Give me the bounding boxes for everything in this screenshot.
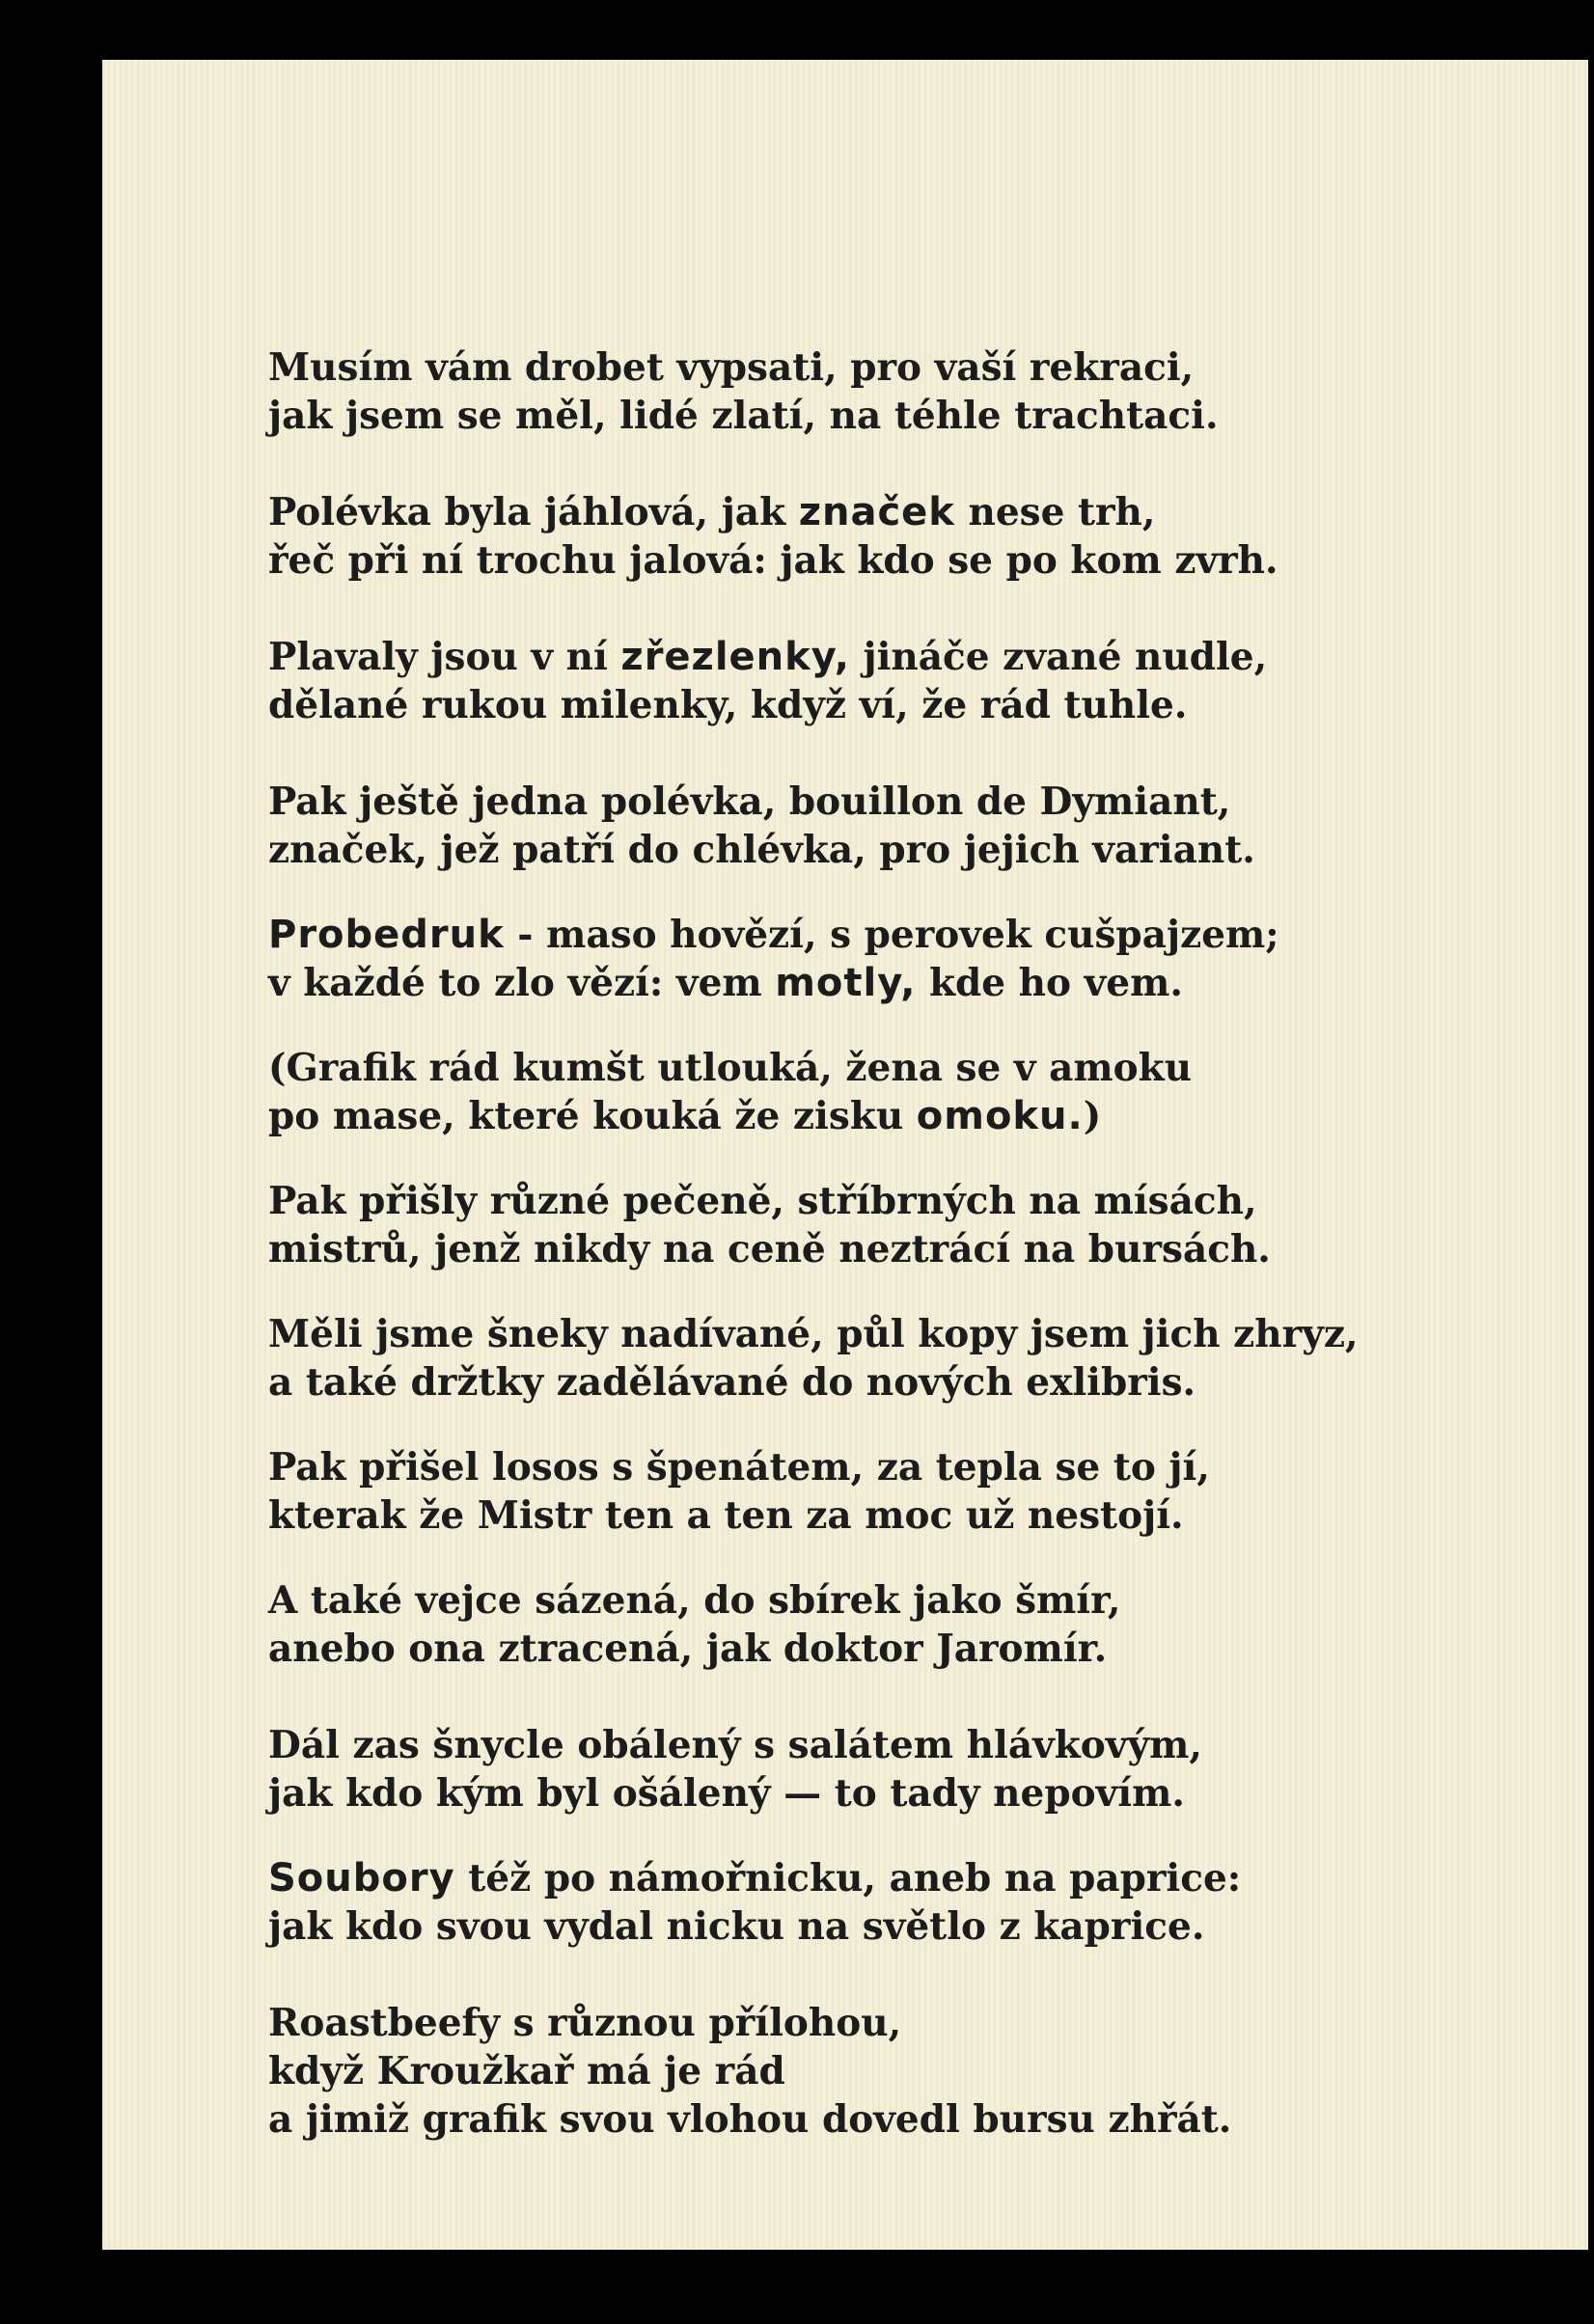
poem-text: jináče zvané nudle, bbox=[849, 635, 1268, 679]
poem-line: (Grafik rád kumšt utlouká, žena se v amoku bbox=[268, 1046, 1193, 1090]
decorative-word: značek bbox=[798, 490, 955, 534]
stanza bbox=[268, 1721, 1542, 1818]
poem-line bbox=[268, 488, 1542, 536]
poem-text: - maso hovězí, s perovek cušpajzem; bbox=[504, 913, 1279, 957]
stanza bbox=[268, 1310, 1542, 1407]
poem-line: Pak přišly různé pečeně, stříbrných na mísách, bbox=[268, 1179, 1257, 1223]
poem-line: Roastbeefy s různou přílohou, bbox=[268, 2001, 902, 2045]
page-sheet bbox=[102, 60, 1588, 2250]
stanza bbox=[268, 1177, 1542, 1273]
poem-line: mistrů, jenž nikdy na ceně neztrácí na bursách. bbox=[268, 1227, 1271, 1271]
stanza bbox=[268, 1443, 1542, 1540]
poem-line: jak kdo svou vydal nicku na světlo z kaprice. bbox=[268, 1904, 1205, 1949]
decorative-word: omoku. bbox=[916, 1094, 1084, 1138]
poem-line: Pak ještě jedna polévka, bouillon de Dymiant, bbox=[268, 779, 1231, 824]
poem-text: po mase, které kouká že zisku bbox=[268, 1094, 917, 1138]
decorative-word: Probedruk bbox=[268, 913, 505, 957]
poem-line: A také vejce sázená, do sbírek jako šmír, bbox=[268, 1578, 1121, 1623]
stanza bbox=[268, 1044, 1542, 1140]
poem-text: ) bbox=[1083, 1094, 1102, 1138]
stanza bbox=[268, 1999, 1542, 2144]
poem-text: též po námořnicku, aneb na paprice: bbox=[454, 1856, 1242, 1900]
poem-line: dělané rukou milenky, když ví, že rád tuhle. bbox=[268, 683, 1188, 727]
poem-text: Polévka byla jáhlová, jak bbox=[268, 490, 799, 534]
poem-line: Dál zas šnycle obálený s salátem hlávkovým, bbox=[268, 1723, 1202, 1767]
decorative-word: zřezlenky, bbox=[620, 635, 850, 679]
poem-text: Plavaly jsou v ní bbox=[268, 635, 621, 679]
stanza bbox=[268, 343, 1542, 440]
poem-line bbox=[268, 959, 1542, 1007]
poem-line: značek, jež patří do chlévka, pro jejich variant. bbox=[268, 828, 1255, 872]
poem-line: Měli jsme šneky nadívané, půl kopy jsem jich zhryz, bbox=[268, 1312, 1359, 1356]
poem-line: když Kroužkař má je rád bbox=[268, 2049, 785, 2093]
poem-text: v každé to zlo vězí: vem bbox=[268, 961, 776, 1005]
poem-line: Pak přišel losos s špenátem, za tepla se to jí, bbox=[268, 1445, 1210, 1490]
poem-line: řeč při ní trochu jalová: jak kdo se po kom zvrh. bbox=[268, 538, 1278, 583]
poem-text: nese trh, bbox=[954, 490, 1156, 534]
poem-line: jak jsem se měl, lidé zlatí, na téhle trachtaci. bbox=[268, 394, 1219, 438]
poem-text: kde ho vem. bbox=[916, 961, 1183, 1005]
decorative-word: motly, bbox=[775, 961, 917, 1005]
poem-line: Musím vám drobet vypsati, pro vaší rekraci, bbox=[268, 345, 1195, 390]
stanza bbox=[268, 1576, 1542, 1673]
poem-line: jak kdo kým byl ošálený — to tady nepovím. bbox=[268, 1771, 1185, 1816]
poem-line: anebo ona ztracená, jak doktor Jaromír. bbox=[268, 1627, 1108, 1671]
poem bbox=[268, 343, 1542, 2192]
stanza bbox=[268, 1854, 1542, 1951]
poem-line: a jimiž grafik svou vlohou dovedl bursu zhřát. bbox=[268, 2097, 1232, 2142]
decorative-word: Soubory bbox=[268, 1856, 455, 1900]
stanza bbox=[268, 778, 1542, 874]
poem-line bbox=[268, 911, 1542, 959]
poem-line bbox=[268, 1092, 1542, 1140]
poem-line bbox=[268, 1854, 1542, 1902]
poem-line: a také držtky zadělávané do nových exlibris. bbox=[268, 1360, 1196, 1405]
poem-line bbox=[268, 633, 1542, 681]
poem-line: kterak že Mistr ten a ten za moc už nestojí. bbox=[268, 1493, 1184, 1538]
stanza bbox=[268, 633, 1542, 729]
stanza bbox=[268, 911, 1542, 1007]
stanza bbox=[268, 488, 1542, 585]
